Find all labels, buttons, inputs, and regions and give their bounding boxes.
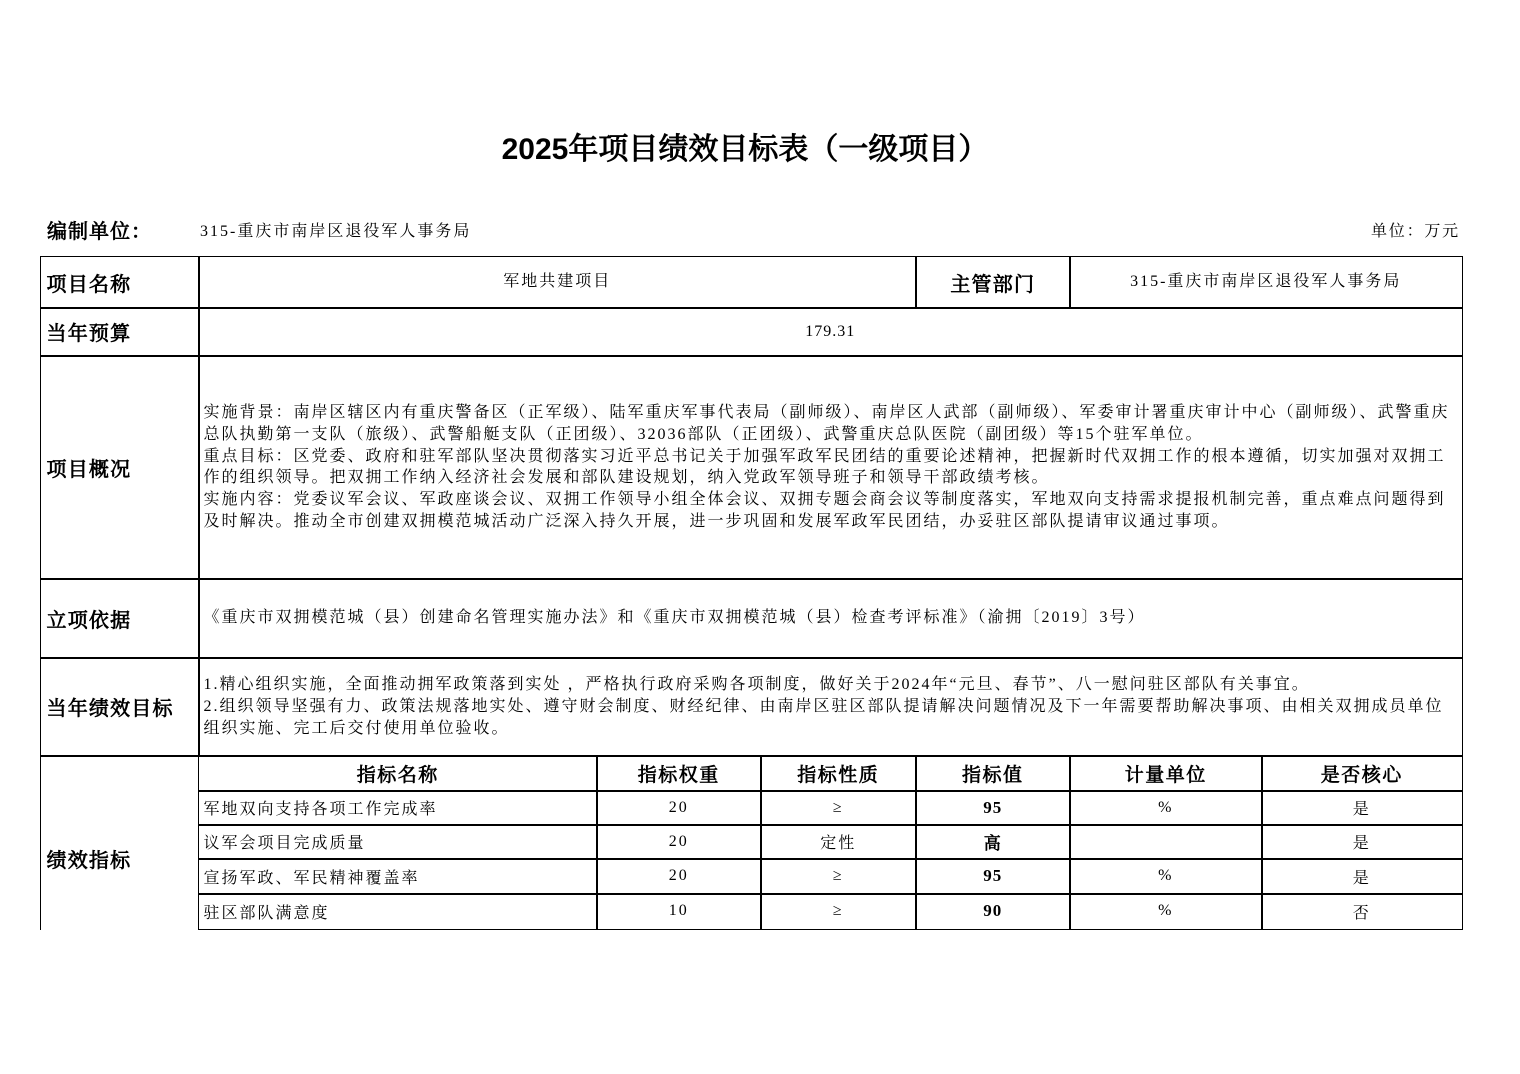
indicator-name: 驻区部队满意度 xyxy=(198,893,598,930)
project-name-label: 项目名称 xyxy=(40,256,200,309)
basis-label: 立项依据 xyxy=(40,578,200,659)
goal-cell xyxy=(198,657,1463,757)
indicator-unit: % xyxy=(1069,858,1263,895)
indicator-nature: ≥ xyxy=(760,858,917,895)
org-value: 315-重庆市南岸区退役军人事务局 xyxy=(200,223,472,240)
indicator-value: 高 xyxy=(915,824,1071,860)
budget-label: 当年预算 xyxy=(40,307,200,357)
indicator-name: 宣扬军政、军民精神覆盖率 xyxy=(198,858,598,895)
overview-cell xyxy=(198,355,1463,580)
indicator-weight: 10 xyxy=(596,893,762,930)
column-header: 是否核心 xyxy=(1261,755,1463,792)
budget-value: 179.31 xyxy=(198,307,1463,357)
overview-paragraph: 实施背景：南岸区辖区内有重庆警备区（正军级）、陆军重庆军事代表局（副师级）、南岸区人武部（副师级）、军委审计署重庆审计中心（副师级）、武警重庆总队执勤第一支队（旅级）、武警船艇支队（正团级）、32036部队（正团级）、武警重庆总队医院（副团级）等15个驻军单位。 xyxy=(203,404,1450,443)
indicator-core: 是 xyxy=(1261,824,1463,860)
goal-label: 当年绩效目标 xyxy=(40,657,200,757)
indicator-value: 90 xyxy=(915,893,1071,930)
indicator-name: 军地双向支持各项工作完成率 xyxy=(198,790,598,826)
department-value: 315-重庆市南岸区退役军人事务局 xyxy=(1069,256,1463,309)
indicator-weight: 20 xyxy=(596,824,762,860)
document-title: 2025年项目绩效目标表（一级项目） xyxy=(501,133,989,166)
overview-label: 项目概况 xyxy=(40,355,200,580)
department-label: 主管部门 xyxy=(915,256,1071,309)
indicator-weight: 20 xyxy=(596,858,762,895)
indicator-core: 否 xyxy=(1261,893,1463,930)
basis-text: 《重庆市双拥模范城（县）创建命名管理实施办法》和《重庆市双拥模范城（县）检查考评标准》（渝拥〔2019〕3号） xyxy=(203,609,1146,627)
indicator-core: 是 xyxy=(1261,858,1463,895)
indicator-weight: 20 xyxy=(596,790,762,826)
goal-paragraph: 2.组织领导坚强有力、政策法规落地实处、遵守财会制度、财经纪律、由南岸区驻区部队提请解决问题情况及下一年需要帮助解决事项、由相关双拥成员单位组织实施、完工后交付使用单位验收。 xyxy=(203,697,1444,737)
indicators-label: 绩效指标 xyxy=(40,755,200,930)
unit-note: 单位：万元 xyxy=(1370,223,1460,240)
overview-paragraph: 重点目标：区党委、政府和驻军部队坚决贯彻落实习近平总书记关于加强军政军民团结的重要论述精神，把握新时代双拥工作的根本遵循，切实加强对双拥工作的组织领导。把双拥工作纳入经济社会发展和部队建设规划，纳入党政军领导班子和领导干部政绩考核。 xyxy=(203,447,1446,487)
basis-cell xyxy=(198,578,1463,659)
org-label: 编制单位： xyxy=(47,221,152,243)
indicator-unit xyxy=(1069,824,1263,860)
indicator-unit: % xyxy=(1069,893,1263,930)
indicator-nature: ≥ xyxy=(760,893,917,930)
overview-text xyxy=(204,402,1456,532)
indicator-unit: % xyxy=(1069,790,1263,826)
column-header: 指标名称 xyxy=(198,755,598,792)
indicator-name: 议军会项目完成质量 xyxy=(198,824,598,860)
column-header: 指标性质 xyxy=(760,755,917,792)
goal-paragraph: 1.精心组织实施，全面推动拥军政策落到实处 ，严格执行政府采购各项制度，做好关于2024年“元旦、春节”、八一慰问驻区部队有关事宜。 xyxy=(203,676,1310,694)
indicator-value: 95 xyxy=(915,858,1071,895)
overview-paragraph: 实施内容：党委议军会议、军政座谈会议、双拥工作领导小组全体会议、双拥专题会商会议等制度落实，军地双向支持需求提报机制完善，重点难点问题得到及时解决。推动全市创建双拥模范城活动广泛深入持久开展，进一步巩固和发展军政军民团结，办妥驻区部队提请审议通过事项。 xyxy=(203,490,1446,530)
indicator-value: 95 xyxy=(915,790,1071,826)
goal-text xyxy=(204,674,1456,739)
column-header: 指标权重 xyxy=(596,755,762,792)
project-name-value: 军地共建项目 xyxy=(198,256,917,309)
column-header: 指标值 xyxy=(915,755,1071,792)
indicator-nature: 定性 xyxy=(760,824,917,860)
column-header: 计量单位 xyxy=(1069,755,1263,792)
indicator-nature: ≥ xyxy=(760,790,917,826)
indicator-core: 是 xyxy=(1261,790,1463,826)
